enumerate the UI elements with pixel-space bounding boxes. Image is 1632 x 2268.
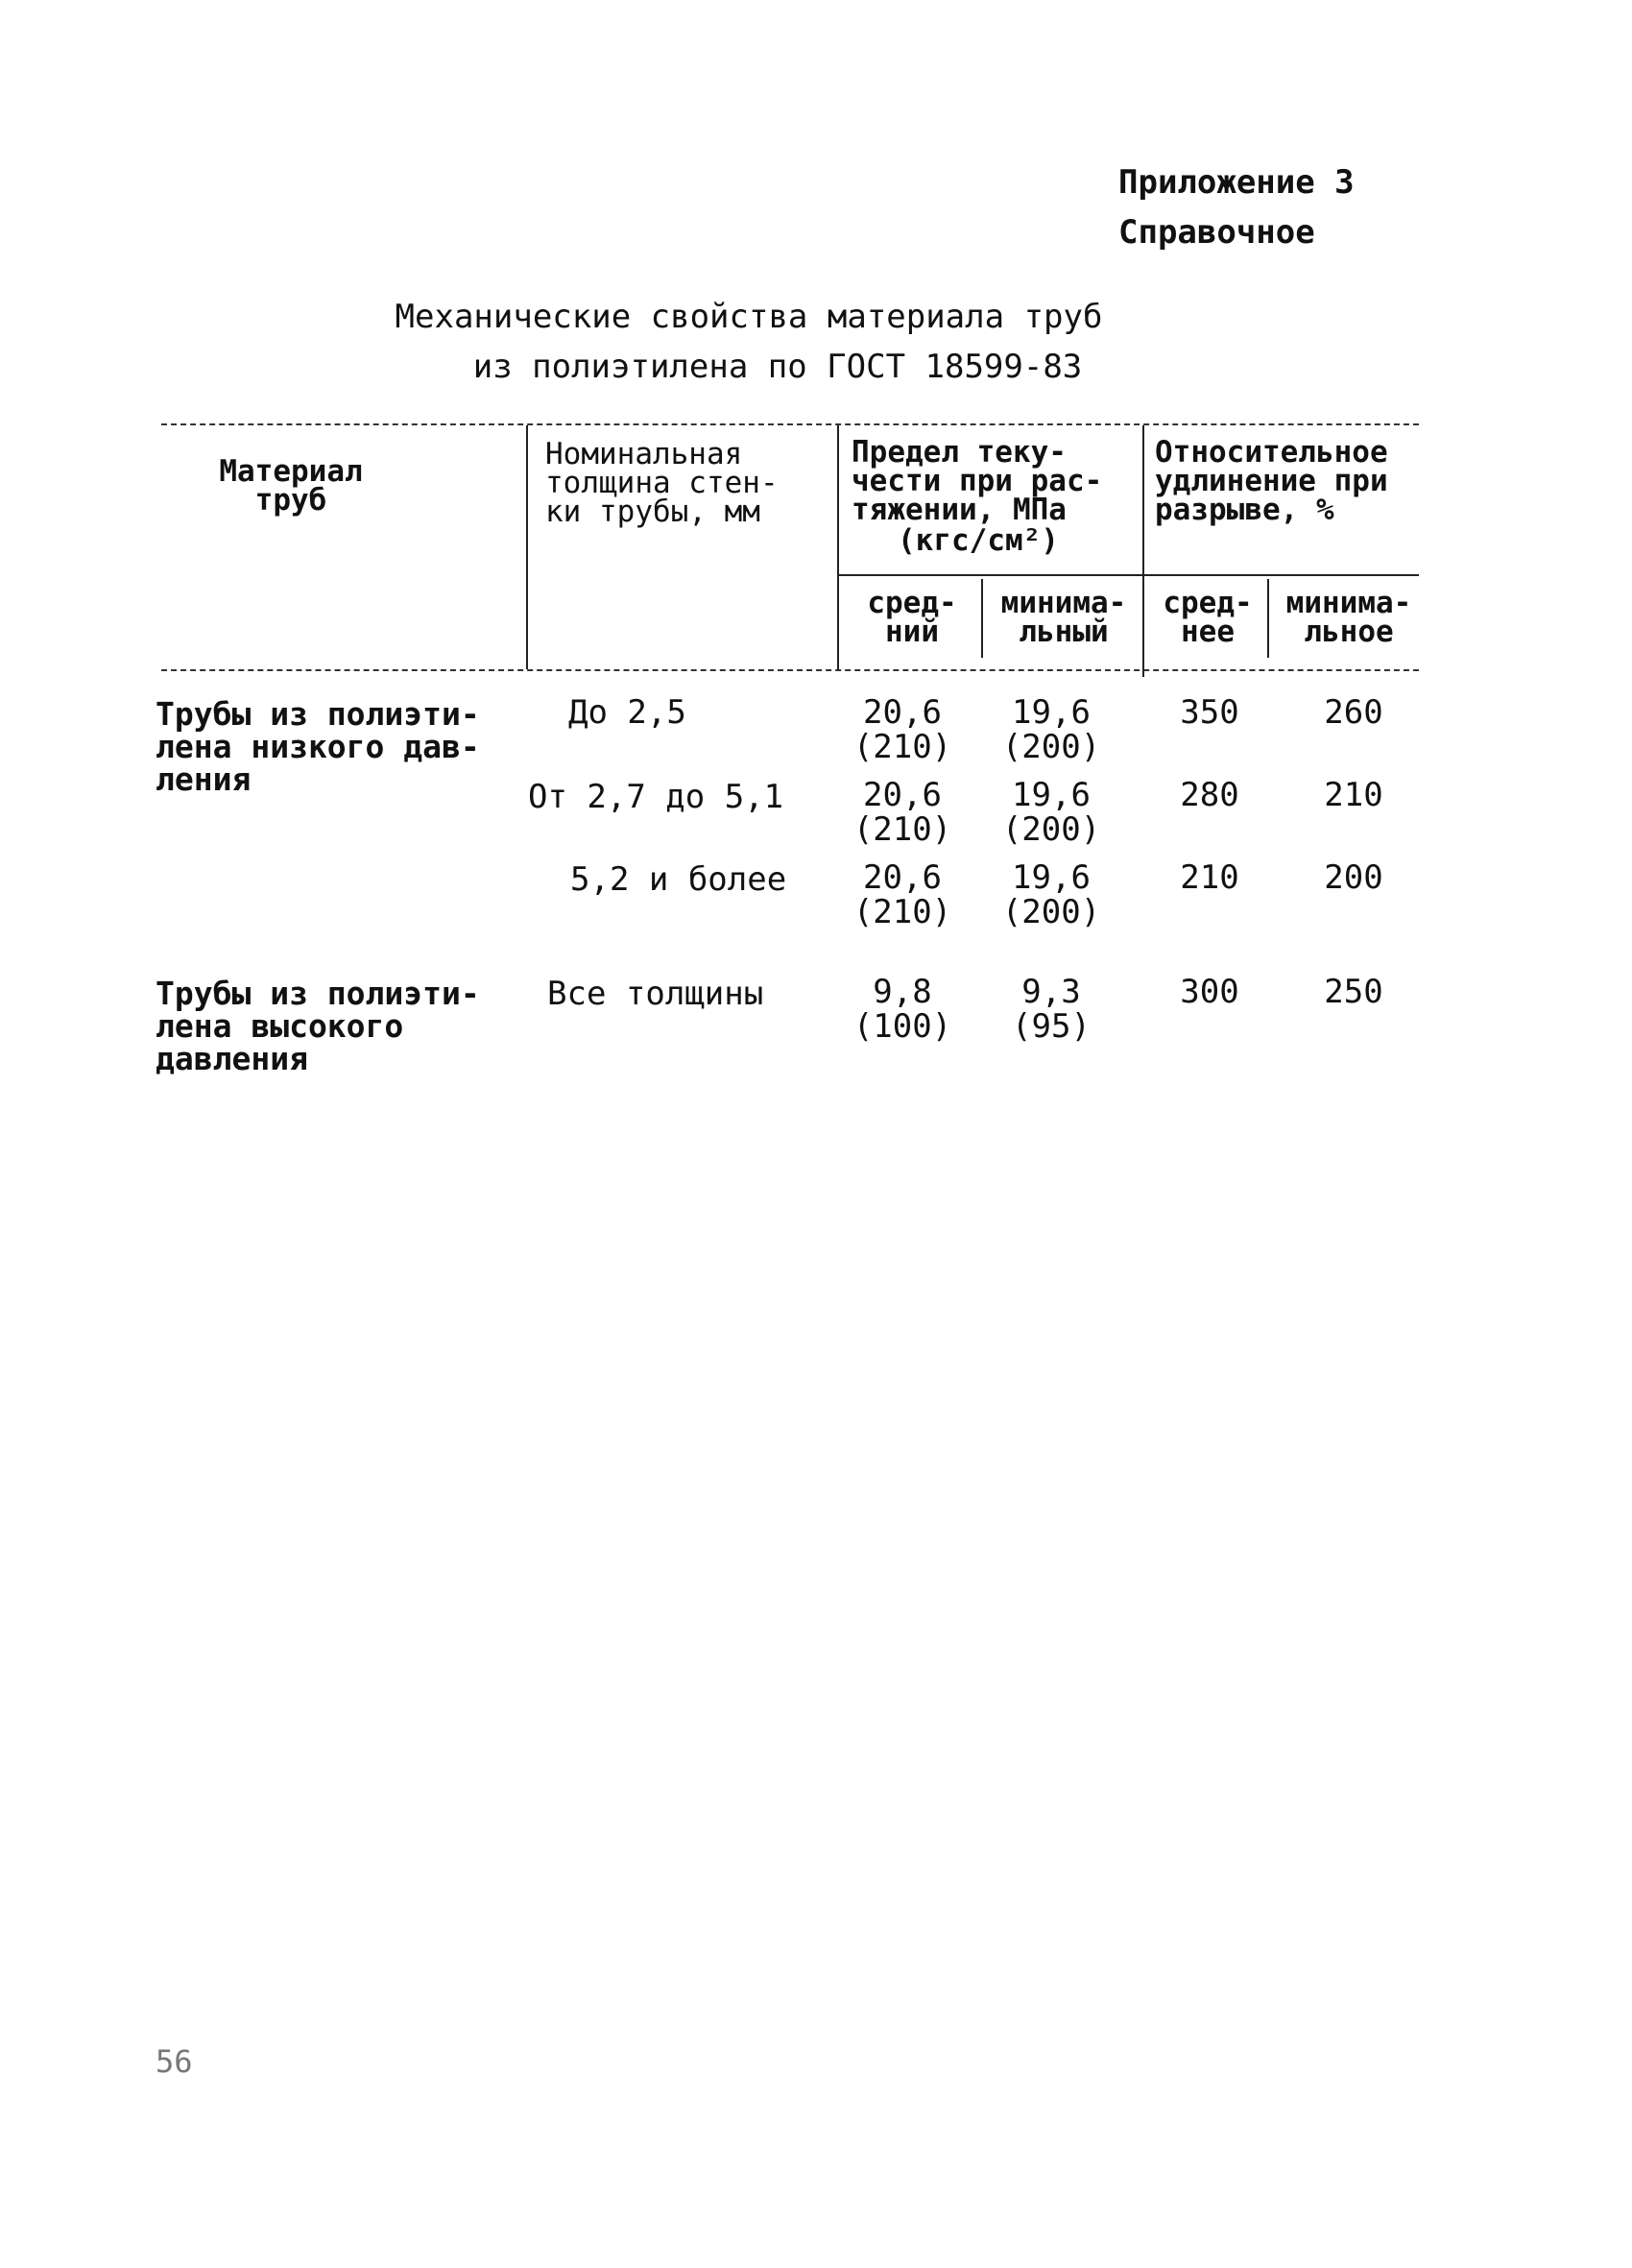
subheader-rule — [837, 574, 1419, 576]
row1-thickness: До 2,5 — [568, 693, 686, 732]
row2-thickness: От 2,7 до 5,1 — [528, 778, 784, 816]
table-title-line2: из полиэтилена по ГОСТ 18599-83 — [472, 348, 1083, 386]
row4-thickness: Все толщины — [547, 975, 764, 1013]
col-divider-1 — [526, 425, 528, 669]
header-elongation: Относительное удлинение при разрыве, % — [1155, 435, 1388, 527]
appendix-label: Приложение 3 — [1118, 163, 1355, 202]
row2-yield-avg: 20,6 (210) — [852, 776, 952, 849]
header-elong-min: минима- льное — [1285, 586, 1412, 649]
table-top-rule — [161, 423, 1419, 425]
row1-material: Трубы из полиэти- лена низкого дав- ления — [156, 695, 480, 798]
page-number: 56 — [156, 2043, 193, 2080]
row4-elong-avg: 300 — [1180, 973, 1239, 1011]
header-thickness: Номинальная толщина стен- ки трубы, мм — [545, 437, 779, 529]
row3-elong-min: 200 — [1324, 858, 1383, 897]
col-divider-elong-sub — [1267, 579, 1269, 658]
row4-elong-min: 250 — [1324, 973, 1383, 1011]
row1-yield-min: 19,6 (200) — [1001, 693, 1101, 766]
row4-material: Трубы из полиэти- лена высокого давления — [156, 975, 480, 1077]
header-yield-min: минима- льный — [1000, 586, 1127, 649]
row3-yield-avg: 20,6 (210) — [852, 858, 952, 931]
row2-yield-min: 19,6 (200) — [1001, 776, 1101, 849]
header-yield-avg: сред- ний — [867, 586, 957, 649]
appendix-kind: Справочное — [1118, 213, 1315, 252]
row4-yield-avg: 9,8 (100) — [852, 973, 952, 1046]
row3-thickness: 5,2 и более — [570, 860, 787, 899]
header-bottom-rule — [161, 669, 1419, 671]
row2-elong-min: 210 — [1324, 776, 1383, 814]
header-material: Материал труб — [219, 454, 363, 518]
header-elong-avg: сред- нее — [1163, 586, 1253, 649]
row2-elong-avg: 280 — [1180, 776, 1239, 814]
row3-yield-min: 19,6 (200) — [1001, 858, 1101, 931]
col-divider-2 — [837, 425, 839, 669]
header-yield-unit: (кгс/см²) — [898, 523, 1059, 558]
header-yield: Предел теку- чести при рас- тяжении, МПа — [852, 435, 1103, 527]
col-divider-yield-sub — [981, 579, 983, 658]
row1-elong-avg: 350 — [1180, 693, 1239, 732]
table-title-line1: Механические свойства материала труб — [395, 298, 1103, 336]
row1-yield-avg: 20,6 (210) — [852, 693, 952, 766]
col-divider-3 — [1142, 425, 1144, 677]
row4-yield-min: 9,3 (95) — [1012, 973, 1091, 1046]
row3-elong-avg: 210 — [1180, 858, 1239, 897]
row1-elong-min: 260 — [1324, 693, 1383, 732]
